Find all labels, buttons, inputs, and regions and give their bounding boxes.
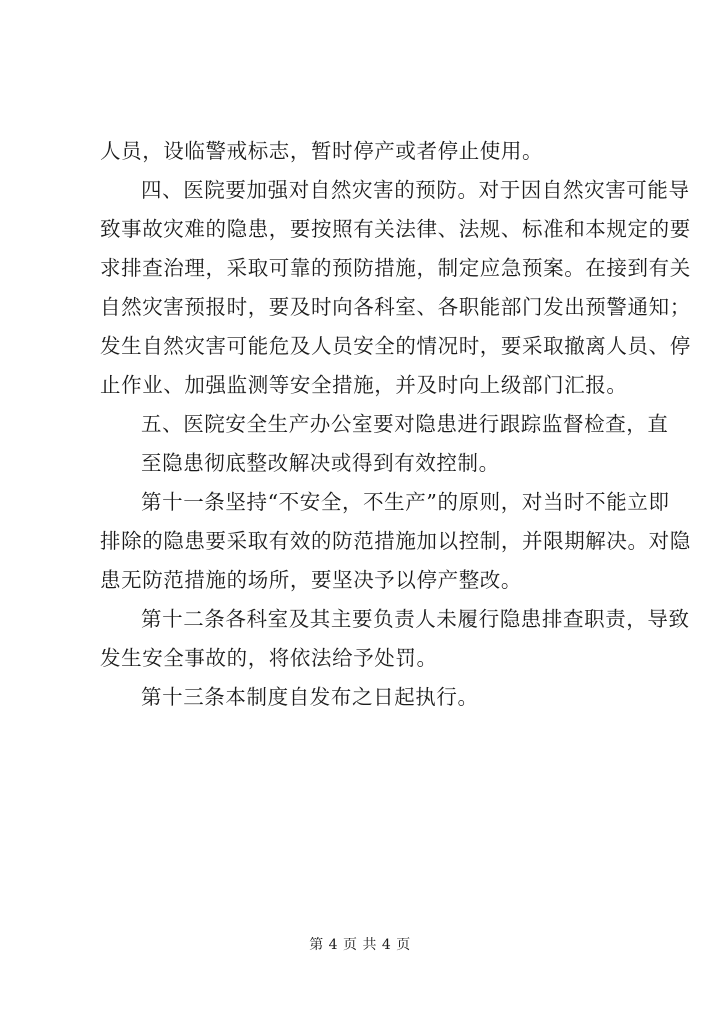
text-line: 发生安全事故的，将依法给予处罚。 <box>100 646 438 670</box>
page-number-footer: 第 4 页 共 4 页 <box>309 937 411 953</box>
text-line: 致事故灾难的隐患，要按照有关法律、法规、标准和本规定的要 <box>100 217 691 241</box>
text-line: 人员，设临警戒标志，暂时停产或者停止使用。 <box>100 139 544 163</box>
text-line: 排除的隐患要采取有效的防范措施加以控制，并限期解决。对隐 <box>100 529 691 553</box>
text-line: 第十三条本制度自发布之日起执行。 <box>141 685 479 709</box>
text-line: 第十一条坚持“不安全，不生产”的原则，对当时不能立即 <box>141 490 670 514</box>
text-line: 至隐患彻底整改解决或得到有效控制。 <box>141 451 500 475</box>
text-line: 四、医院要加强对自然灾害的预防。对于因自然灾害可能导 <box>141 178 690 202</box>
text-line: 第十二条各科室及其主要负责人未履行隐患排查职责，导致 <box>141 607 690 631</box>
text-line: 求排查治理，采取可靠的预防措施，制定应急预案。在接到有关 <box>100 256 691 280</box>
text-line: 发生自然灾害可能危及人员安全的情况时，要采取撤离人员、停 <box>100 334 691 358</box>
text-line: 止作业、加强监测等安全措施，并及时向上级部门汇报。 <box>100 373 628 397</box>
text-line: 患无防范措施的场所，要坚决予以停产整改。 <box>100 568 522 592</box>
document-body <box>100 132 691 717</box>
text-line: 五、医院安全生产办公室要对隐患进行跟踪监督检查，直 <box>141 412 669 436</box>
text-line: 自然灾害预报时，要及时向各科室、各职能部门发出预警通知； <box>100 295 691 319</box>
